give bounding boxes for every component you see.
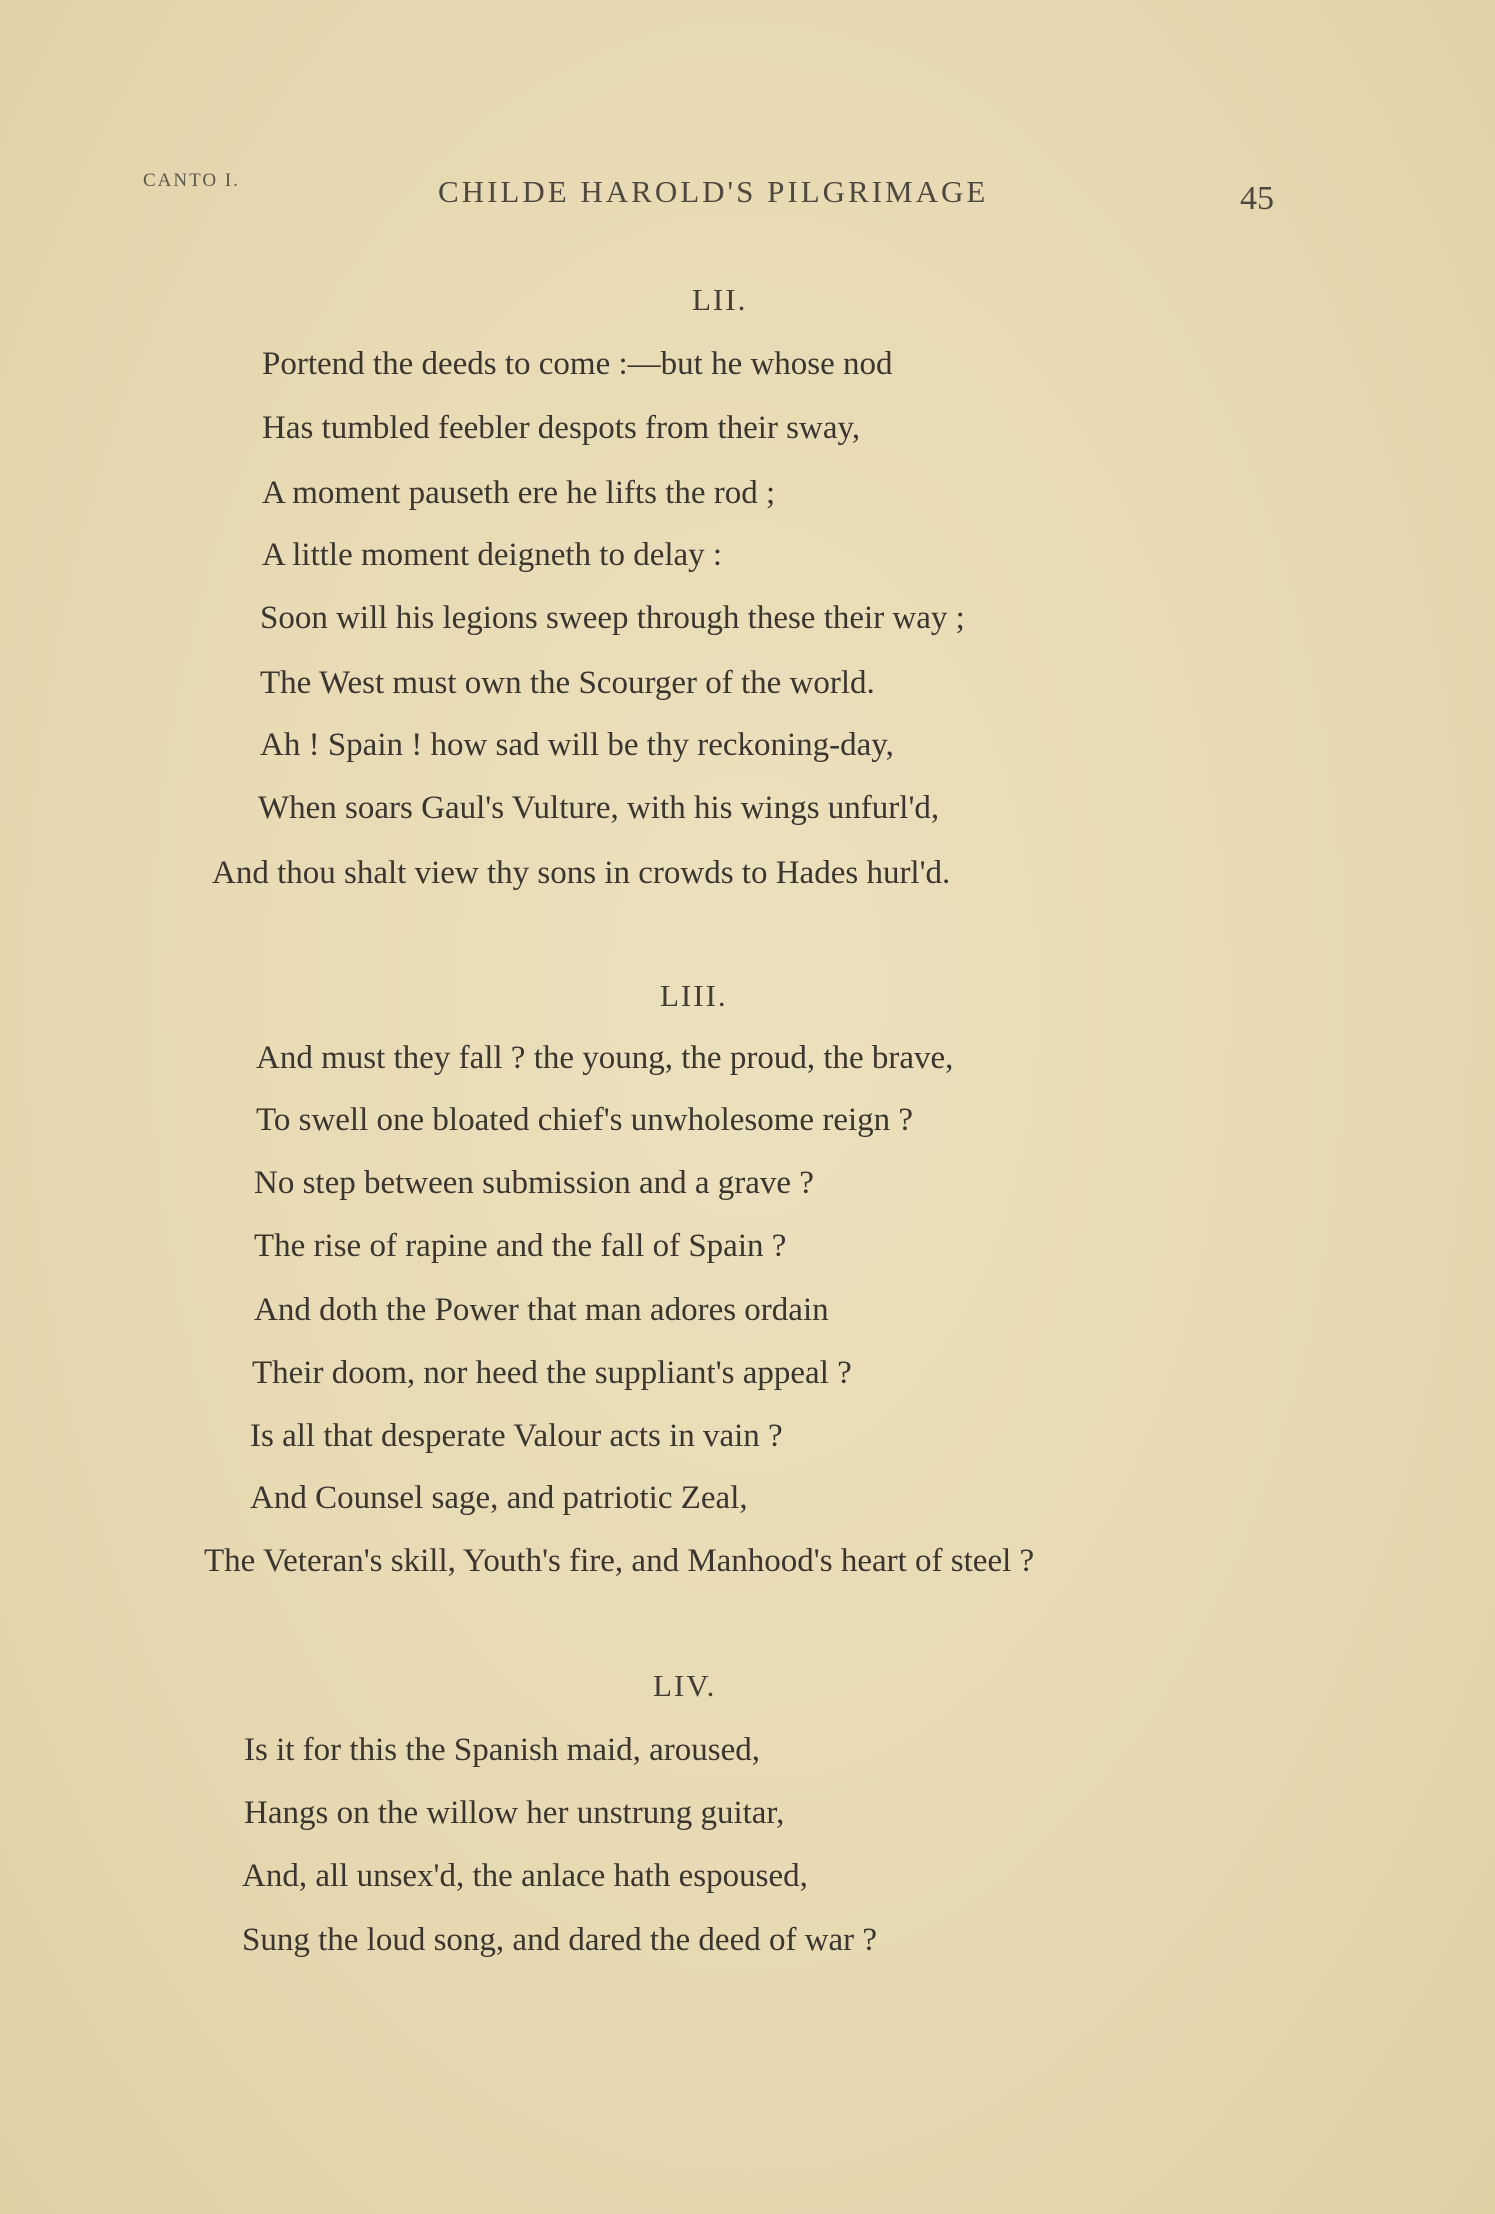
verse-line: And, all unsex'd, the anlace hath espoused, xyxy=(242,1858,808,1894)
verse-line: Ah ! Spain ! how sad will be thy reckoning-day, xyxy=(260,727,894,763)
verse-line: The West must own the Scourger of the world. xyxy=(260,665,875,701)
verse-line: Sung the loud song, and dared the deed of war ? xyxy=(242,1922,878,1958)
verse-line: And thou shalt view thy sons in crowds to Hades hurl'd. xyxy=(212,855,951,891)
verse-line: The Veteran's skill, Youth's fire, and Manhood's heart of steel ? xyxy=(204,1543,1035,1579)
verse-line: And Counsel sage, and patriotic Zeal, xyxy=(250,1480,748,1516)
page-number: 45 xyxy=(1240,180,1274,217)
verse-line: And must they fall ? the young, the proud, the brave, xyxy=(256,1040,954,1076)
verse-line: Their doom, nor heed the suppliant's appeal ? xyxy=(252,1355,852,1391)
verse-line: The rise of rapine and the fall of Spain ? xyxy=(254,1228,787,1264)
verse-line: A moment pauseth ere he lifts the rod ; xyxy=(262,475,776,511)
verse-line: When soars Gaul's Vulture, with his wings unfurl'd, xyxy=(258,790,940,826)
stanza-number: LII. xyxy=(692,282,748,317)
verse-line: No step between submission and a grave ? xyxy=(254,1165,814,1201)
verse-line: A little moment deigneth to delay : xyxy=(262,537,723,573)
verse-line: Has tumbled feebler despots from their sway, xyxy=(262,410,861,446)
book-title: CHILDE HAROLD'S PILGRIMAGE xyxy=(438,174,989,209)
verse-line: And doth the Power that man adores ordain xyxy=(254,1292,829,1328)
verse-line: Portend the deeds to come :—but he whose nod xyxy=(262,346,893,382)
verse-line: Soon will his legions sweep through these their way ; xyxy=(260,600,965,636)
verse-line: Is all that desperate Valour acts in vain ? xyxy=(250,1418,783,1454)
verse-line: Hangs on the willow her unstrung guitar, xyxy=(244,1795,785,1831)
verse-line: Is it for this the Spanish maid, aroused, xyxy=(244,1732,761,1768)
stanza-number: LIV. xyxy=(653,1668,717,1703)
running-head xyxy=(0,168,1495,218)
canto-label: CANTO I. xyxy=(143,170,240,191)
verse-line: To swell one bloated chief's unwholesome reign ? xyxy=(256,1102,914,1138)
stanza-number: LIII. xyxy=(660,978,728,1013)
